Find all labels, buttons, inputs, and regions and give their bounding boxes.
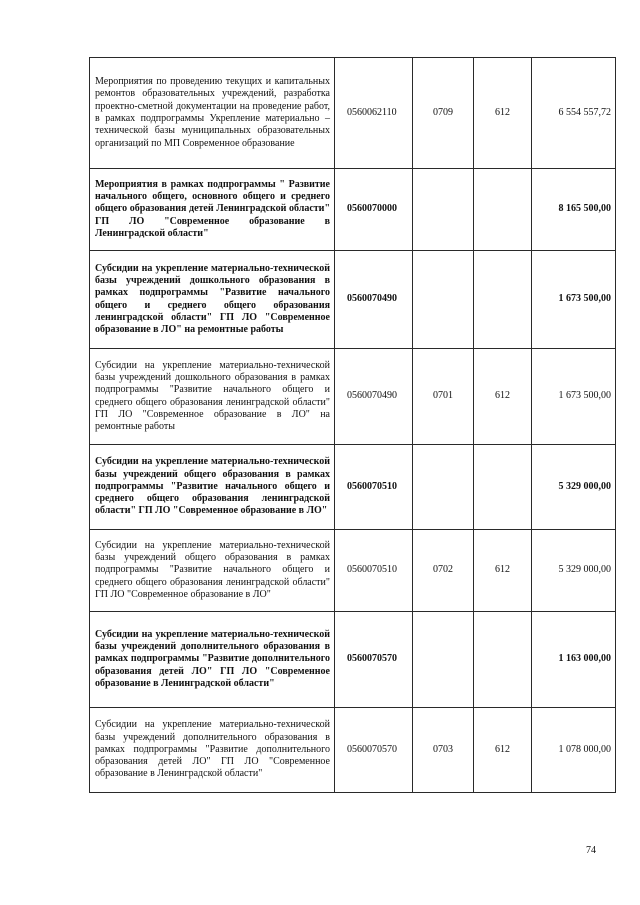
row-name: Субсидии на укрепление материально-технической базы учреждений дополнительного образования в рамках подпрограммы "Развитие дополнительного образования детей ЛО" ГП ЛО "Современное образование в Ленинградской области" — [90, 612, 335, 708]
row-target-code: 0560070510 — [335, 530, 413, 612]
table-row — [90, 349, 616, 445]
row-target-code: 0560070490 — [335, 251, 413, 349]
table-row — [90, 612, 616, 708]
table-row — [90, 169, 616, 251]
page-number: 74 — [586, 845, 596, 856]
row-expense-type — [474, 612, 532, 708]
row-amount: 6 554 557,72 — [532, 58, 616, 169]
row-target-code: 0560070510 — [335, 445, 413, 530]
row-expense-type: 612 — [474, 708, 532, 793]
row-target-code: 0560062110 — [335, 58, 413, 169]
row-target-code: 0560070570 — [335, 612, 413, 708]
table-row — [90, 251, 616, 349]
row-amount: 5 329 000,00 — [532, 530, 616, 612]
table-row — [90, 708, 616, 793]
row-section-code — [413, 169, 474, 251]
row-expense-type — [474, 169, 532, 251]
row-section-code: 0709 — [413, 58, 474, 169]
row-target-code: 0560070490 — [335, 349, 413, 445]
row-section-code — [413, 251, 474, 349]
row-amount: 1 078 000,00 — [532, 708, 616, 793]
budget-table — [89, 57, 616, 793]
row-section-code: 0701 — [413, 349, 474, 445]
row-expense-type: 612 — [474, 349, 532, 445]
table-row — [90, 58, 616, 169]
row-name: Субсидии на укрепление материально-технической базы учреждений дошкольного образования в рамках подпрограммы "Развитие начального общего и среднего общего образования ленинградской области" ГП ЛО "Современное образование в ЛО" на ремонтные работы — [90, 251, 335, 349]
row-section-code — [413, 612, 474, 708]
row-expense-type — [474, 251, 532, 349]
row-amount: 8 165 500,00 — [532, 169, 616, 251]
row-amount: 1 673 500,00 — [532, 251, 616, 349]
row-expense-type — [474, 445, 532, 530]
row-name: Субсидии на укрепление материально-технической базы учреждений общего образования в рамках подпрограммы "Развитие начального общего и среднего общего образования ленинградской области" ГП ЛО "Современное образование в ЛО" — [90, 445, 335, 530]
row-section-code: 0702 — [413, 530, 474, 612]
row-amount: 1 163 000,00 — [532, 612, 616, 708]
table-row — [90, 530, 616, 612]
row-target-code: 0560070000 — [335, 169, 413, 251]
row-target-code: 0560070570 — [335, 708, 413, 793]
table-row — [90, 445, 616, 530]
row-name: Субсидии на укрепление материально-технической базы учреждений дополнительного образования в рамках подпрограммы "Развитие дополнительного образования детей ЛО" ГП ЛО "Современное образование в Ленинградской области" — [90, 708, 335, 793]
row-expense-type: 612 — [474, 58, 532, 169]
row-section-code: 0703 — [413, 708, 474, 793]
row-amount: 1 673 500,00 — [532, 349, 616, 445]
row-amount: 5 329 000,00 — [532, 445, 616, 530]
row-section-code — [413, 445, 474, 530]
row-expense-type: 612 — [474, 530, 532, 612]
row-name: Мероприятия по проведению текущих и капитальных ремонтов образовательных учреждений, разработка проектно-сметной документации на проведение работ, в рамках подпрограммы Укрепление материально – технической базы муниципальных образовательных организаций по МП Современное образование — [90, 58, 335, 169]
row-name: Мероприятия в рамках подпрограммы " Развитие начального общего, основного общего и среднего общего образования детей Ленинградской области" ГП ЛО "Современное образование в Ленинградской области" — [90, 169, 335, 251]
row-name: Субсидии на укрепление материально-технической базы учреждений дошкольного образования в рамках подпрограммы "Развитие начального общего и среднего общего образования ленинградской области" ГП ЛО "Современное образование в ЛО" на ремонтные работы — [90, 349, 335, 445]
row-name: Субсидии на укрепление материально-технической базы учреждений общего образования в рамках подпрограммы "Развитие начального общего и среднего общего образования ленинградской области" ГП ЛО "Современное образование в ЛО" — [90, 530, 335, 612]
